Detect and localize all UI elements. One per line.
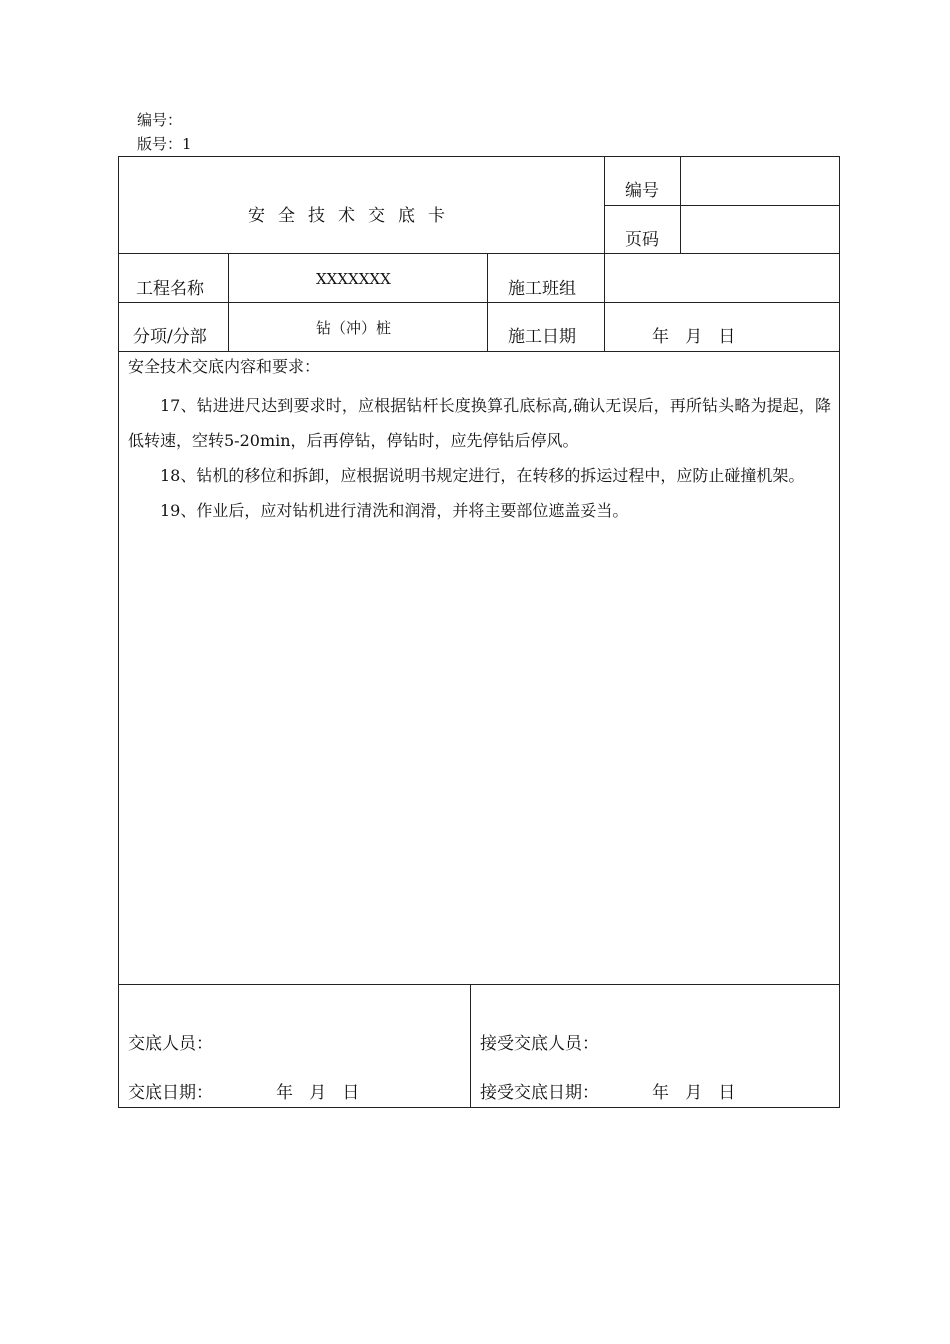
project-name-label: 工程名称 xyxy=(136,279,204,299)
doc-version-label: 版号：1 xyxy=(137,135,192,153)
subitem-value: 钻（冲）桩 xyxy=(316,319,392,337)
subitem-label: 分项/分部 xyxy=(133,327,207,347)
divider-info xyxy=(118,302,840,303)
divider-info-bottom xyxy=(118,351,840,352)
divider-header-mid xyxy=(604,205,840,206)
project-name-value: XXXXXXX xyxy=(316,270,391,288)
content-paragraph: 18、钻机的移位和拆卸，应根据说明书规定进行，在转移的拆运过程中，应防止碰撞机架。 xyxy=(160,466,805,485)
header-page-label: 页码 xyxy=(625,230,659,250)
doc-code-label: 编号： xyxy=(137,111,183,129)
construction-date-label: 施工日期 xyxy=(508,327,576,347)
divider-header xyxy=(118,253,840,254)
giver-label: 交底人员： xyxy=(128,1034,213,1054)
construction-date-value: 年 月 日 xyxy=(652,327,736,347)
content-paragraph: 17、钻进进尺达到要求时，应根据钻杆长度换算孔底标高,确认无误后，再所钻头略为提起，降低转速，空转5-20min，后再停钻，停钻时，应先停钻后停风。 xyxy=(128,396,831,450)
divider-info-col1 xyxy=(228,253,229,351)
content-heading: 安全技术交底内容和要求： xyxy=(128,357,321,376)
safety-form xyxy=(118,156,840,1108)
content-section xyxy=(128,354,831,528)
divider-footer xyxy=(118,984,840,985)
form-title: 安全技术交底卡 xyxy=(248,206,458,226)
receiver-label: 接受交底人员： xyxy=(480,1034,599,1054)
receive-date-value: 年 月 日 xyxy=(652,1083,736,1103)
team-label: 施工班组 xyxy=(508,279,576,299)
content-paragraph: 19、作业后，应对钻机进行清洗和润滑，并将主要部位遮盖妥当。 xyxy=(160,501,629,520)
divider-info-col2 xyxy=(487,253,488,351)
give-date-label: 交底日期： xyxy=(128,1083,213,1103)
divider-footer-col xyxy=(470,984,471,1108)
give-date-value: 年 月 日 xyxy=(276,1083,360,1103)
header-code-label: 编号 xyxy=(625,181,659,201)
receive-date-label: 接受交底日期： xyxy=(480,1083,599,1103)
divider-info-col3 xyxy=(604,253,605,351)
